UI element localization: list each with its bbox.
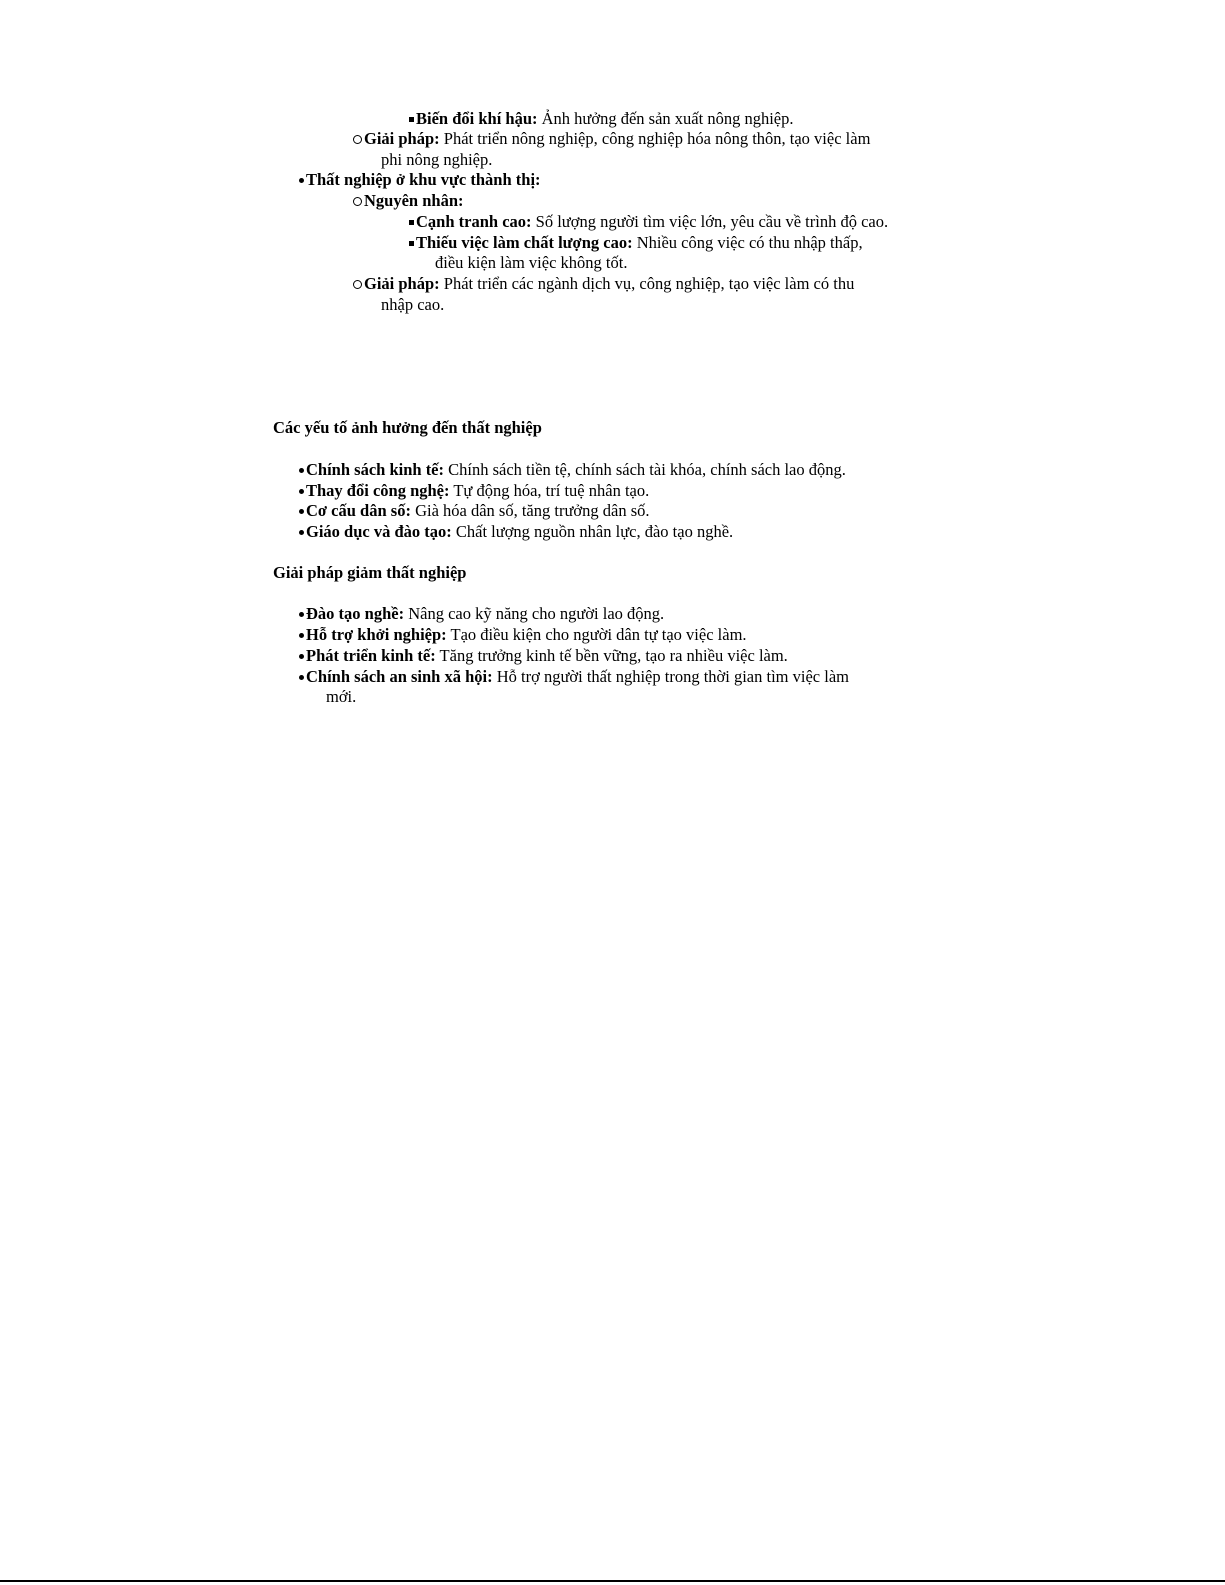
item-text: Tăng trưởng kinh tế bền vững, tạo ra nhiều việc làm. <box>435 646 788 665</box>
page-bottom-border <box>0 1580 1225 1582</box>
circle-bullet-icon <box>353 280 362 289</box>
list-item-climate <box>409 108 793 129</box>
list-item <box>299 603 664 624</box>
list-item-rural-solution <box>353 128 870 149</box>
bullet-icon <box>299 489 304 494</box>
item-label: Giải pháp: <box>364 129 440 148</box>
item-text: Chính sách tiền tệ, chính sách tài khóa, chính sách lao động. <box>444 460 846 479</box>
item-text: Tự động hóa, trí tuệ nhân tạo. <box>449 481 650 500</box>
item-label: Thất nghiệp ở khu vực thành thị: <box>306 170 541 189</box>
item-label: Đào tạo nghề: <box>306 604 405 623</box>
item-label: Biến đổi khí hậu: <box>416 109 538 128</box>
bullet-icon <box>299 675 304 680</box>
list-item <box>299 500 650 521</box>
item-text: Già hóa dân số, tăng trưởng dân số. <box>410 501 650 520</box>
item-text: Hỗ trợ người thất nghiệp trong thời gian tìm việc làm <box>492 667 849 686</box>
bullet-icon <box>299 468 304 473</box>
item-label: Giải pháp: <box>364 274 440 293</box>
item-label: Chính sách kinh tế: <box>306 460 445 479</box>
list-item-continuation: mới. <box>326 687 357 706</box>
item-text: Nhiều công việc có thu nhập thấp, <box>632 233 863 252</box>
item-label: Thay đổi công nghệ: <box>306 481 450 500</box>
list-item <box>299 459 846 480</box>
item-text: Phát triển nông nghiệp, công nghiệp hóa nông thôn, tạo việc làm <box>439 129 871 148</box>
list-item-urban <box>299 169 541 190</box>
square-bullet-icon <box>409 117 414 122</box>
bullet-icon <box>299 530 304 535</box>
item-text: Chất lượng nguồn nhân lực, đào tạo nghề. <box>451 522 734 541</box>
item-text: Ảnh hưởng đến sản xuất nông nghiệp. <box>537 109 794 128</box>
bullet-icon <box>299 509 304 514</box>
bullet-icon <box>299 633 304 638</box>
item-label: Thiếu việc làm chất lượng cao: <box>416 233 633 252</box>
bullet-icon <box>299 178 304 183</box>
list-item <box>299 480 649 501</box>
list-item-urban-solution <box>353 273 854 294</box>
square-bullet-icon <box>409 220 414 225</box>
item-label: Nguyên nhân: <box>364 191 464 210</box>
list-item <box>299 645 788 666</box>
list-item-continuation: điều kiện làm việc không tốt. <box>435 253 628 272</box>
item-text: Tạo điều kiện cho người dân tự tạo việc làm. <box>446 625 747 644</box>
list-item <box>299 666 849 687</box>
list-item-continuation: nhập cao. <box>381 295 445 314</box>
item-label: Giáo dục và đào tạo: <box>306 522 452 541</box>
square-bullet-icon <box>409 241 414 246</box>
item-label: Chính sách an sinh xã hội: <box>306 667 493 686</box>
item-text: Phát triển các ngành dịch vụ, công nghiệp, tạo việc làm có thu <box>439 274 855 293</box>
item-label: Cơ cấu dân số: <box>306 501 411 520</box>
list-item-continuation: phi nông nghiệp. <box>381 150 493 169</box>
item-label: Cạnh tranh cao: <box>416 212 532 231</box>
bullet-icon <box>299 612 304 617</box>
circle-bullet-icon <box>353 135 362 144</box>
bullet-icon <box>299 654 304 659</box>
list-item-quality-jobs <box>409 232 863 253</box>
item-label: Hỗ trợ khởi nghiệp: <box>306 625 447 644</box>
item-text: Nâng cao kỹ năng cho người lao động. <box>404 604 665 623</box>
list-item-competition <box>409 211 888 232</box>
circle-bullet-icon <box>353 197 362 206</box>
item-label: Phát triển kinh tế: <box>306 646 436 665</box>
list-item <box>299 521 733 542</box>
item-text: Số lượng người tìm việc lớn, yêu cầu về trình độ cao. <box>531 212 889 231</box>
section-heading-factors: Các yếu tố ảnh hưởng đến thất nghiệp <box>273 418 542 437</box>
section-heading-solutions: Giải pháp giảm thất nghiệp <box>273 563 467 582</box>
list-item <box>299 624 747 645</box>
list-item-causes <box>353 190 464 211</box>
